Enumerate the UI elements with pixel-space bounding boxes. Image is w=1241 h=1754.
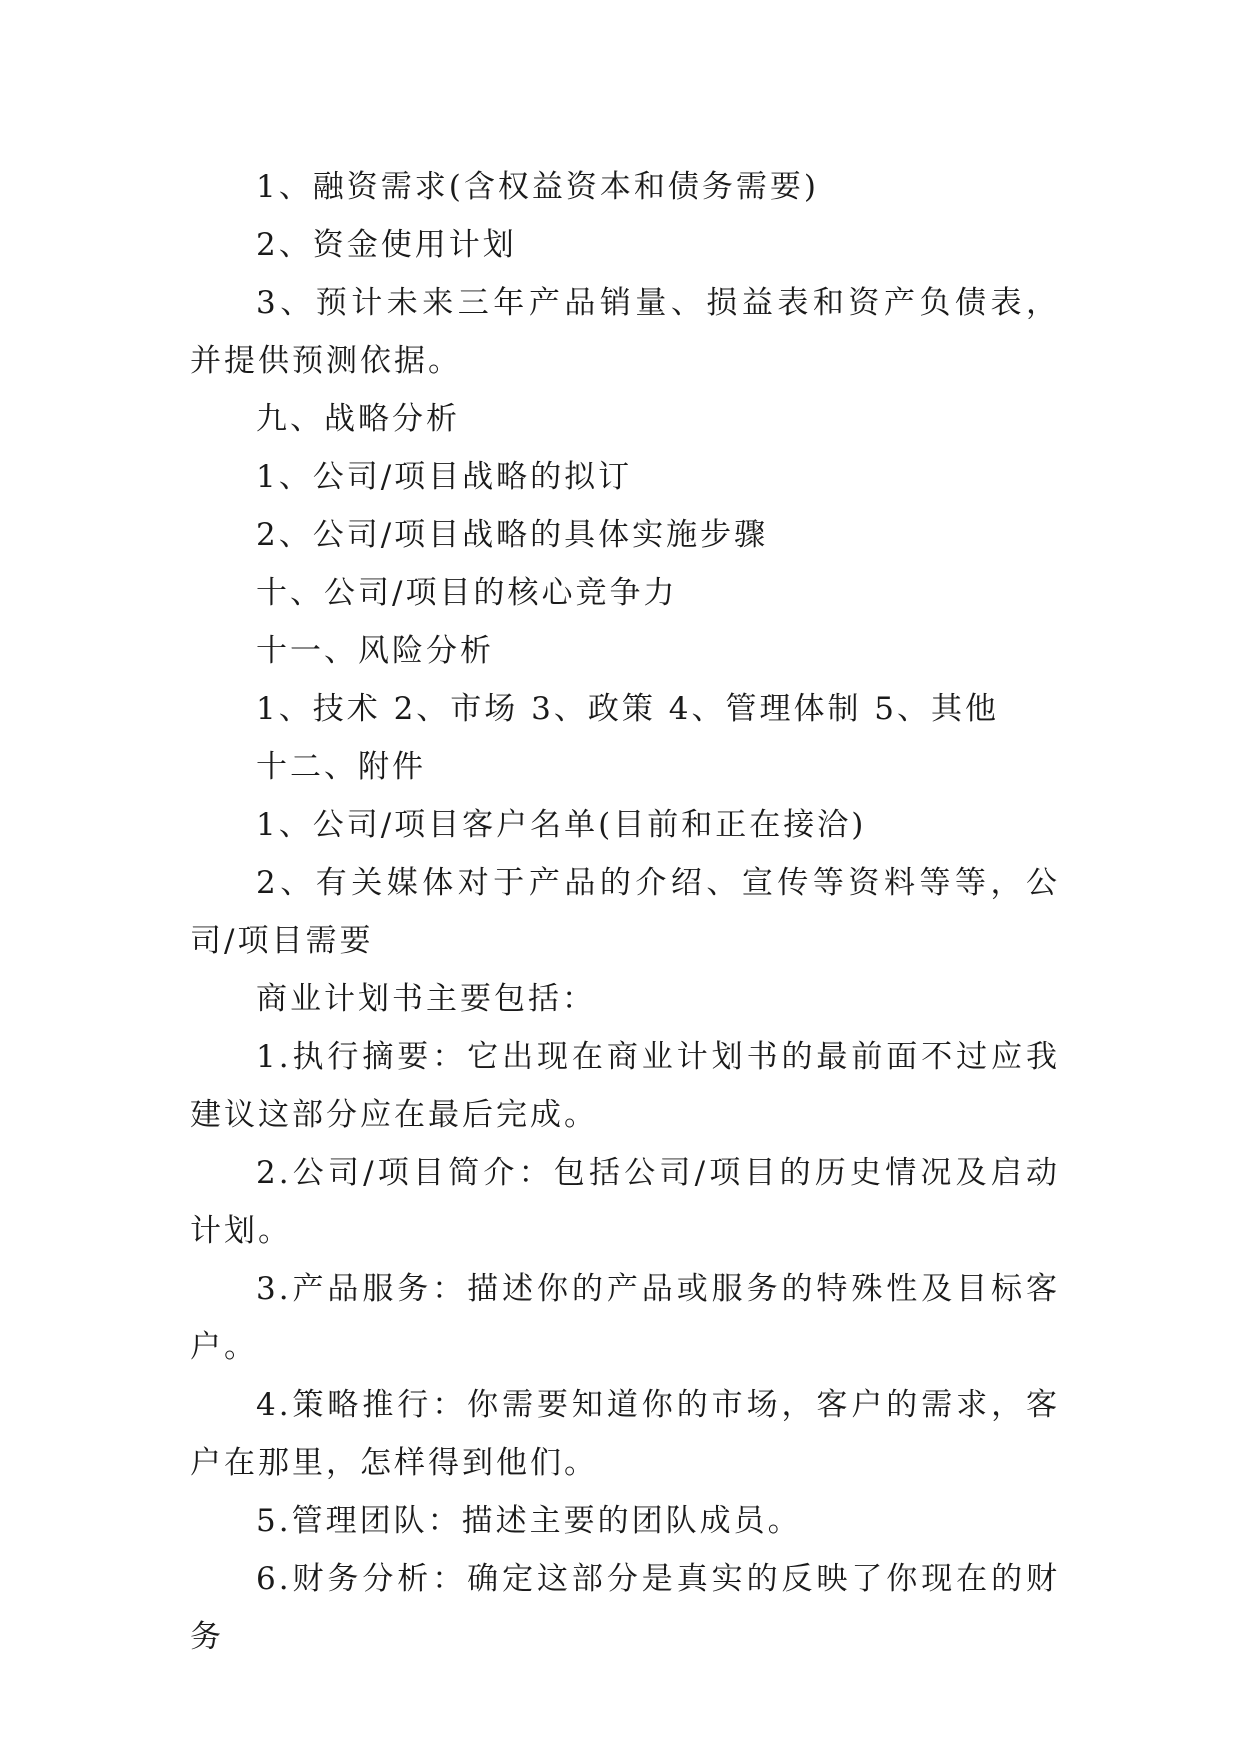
paragraph-three-year-forecast: 3、预计未来三年产品销量、损益表和资产负债表，并提供预测依据。	[190, 285, 1060, 379]
document-body	[190, 158, 1060, 1666]
paragraph-fund-usage-plan: 2、资金使用计划	[256, 227, 517, 263]
paragraph-executive-summary: 1.执行摘要：它出现在商业计划书的最前面不过应我建议这部分应在最后完成。	[190, 1039, 1060, 1133]
paragraph-strategy-implementation: 4.策略推行：你需要知道你的市场，客户的需求，客户在那里，怎样得到他们。	[190, 1387, 1060, 1481]
paragraph-client-list: 1、公司/项目客户名单(目前和正在接洽)	[256, 807, 867, 843]
paragraph-company-intro: 2.公司/项目简介：包括公司/项目的历史情况及启动计划。	[190, 1155, 1060, 1249]
heading-plan-contents: 商业计划书主要包括：	[256, 981, 596, 1017]
heading-risk-analysis: 十一、风险分析	[256, 633, 494, 669]
paragraph-management-team: 5.管理团队：描述主要的团队成员。	[256, 1503, 802, 1539]
heading-core-competitiveness: 十、公司/项目的核心竞争力	[256, 575, 678, 611]
heading-strategy-analysis: 九、战略分析	[256, 401, 460, 437]
paragraph-financing-needs: 1、融资需求(含权益资本和债务需要)	[256, 169, 819, 205]
heading-attachments: 十二、附件	[256, 749, 426, 785]
paragraph-strategy-drafting: 1、公司/项目战略的拟订	[256, 459, 633, 495]
paragraph-media-materials: 2、有关媒体对于产品的介绍、宣传等资料等等，公司/项目需要	[190, 865, 1060, 959]
paragraph-product-service: 3.产品服务：描述你的产品或服务的特殊性及目标客户。	[190, 1271, 1060, 1365]
paragraph-strategy-steps: 2、公司/项目战略的具体实施步骤	[256, 517, 769, 553]
paragraph-risk-list: 1、技术 2、市场 3、政策 4、管理体制 5、其他	[256, 691, 1000, 727]
paragraph-financial-analysis: 6.财务分析：确定这部分是真实的反映了你现在的财务	[190, 1561, 1060, 1655]
